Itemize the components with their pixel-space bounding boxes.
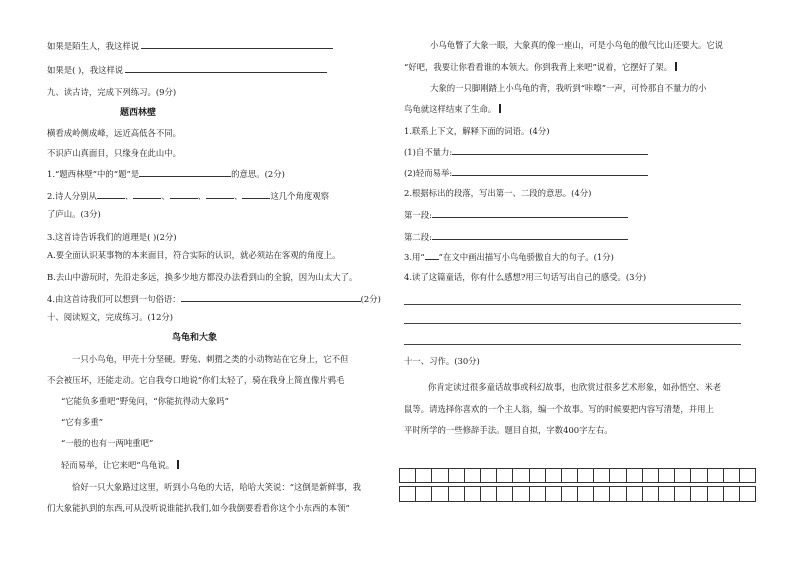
grid-cell[interactable]	[416, 469, 432, 483]
composition-grid	[399, 468, 756, 502]
grid-cell[interactable]	[400, 487, 416, 501]
story-dialogue-2: “它有多重”	[61, 417, 104, 427]
poem-line-1: 横看成岭侧成峰，远近高低各不同。	[47, 128, 181, 138]
answer-blank[interactable]	[141, 40, 333, 49]
grid-cell[interactable]	[480, 469, 496, 483]
grid-cell[interactable]	[448, 487, 464, 501]
section-9-heading: 九、读古诗，完成下列练习。(9分)	[47, 87, 177, 97]
paragraph-1-meaning: 第一段:	[404, 209, 628, 221]
question-4: 4.由这首诗我们可以想到一句俗语： (2分)	[47, 294, 381, 304]
answer-blank[interactable]	[432, 209, 628, 218]
grid-cell[interactable]	[723, 487, 739, 501]
answer-line[interactable]	[404, 344, 741, 345]
grid-cell[interactable]	[691, 487, 707, 501]
grid-cell[interactable]	[545, 469, 561, 483]
story-dialogue-1: “它能负多重吧”野兔问，“你能抗得动大象吗”	[61, 396, 229, 406]
answer-blank[interactable]	[181, 293, 361, 302]
answer-blank[interactable]	[170, 190, 198, 199]
paragraph-mark	[675, 62, 677, 71]
answer-blank[interactable]	[206, 190, 234, 199]
paragraph-2-meaning: 第二段:	[404, 231, 628, 243]
story-dialogue-4: 轻而易举，让它来吧”鸟龟说。	[61, 460, 179, 471]
writing-prompt-line-2: 鼠等。请选择你喜欢的一个主人翁，编一个故事。写的时候要把内容写清楚，并用上	[404, 404, 714, 414]
grid-cell[interactable]	[464, 469, 480, 483]
answer-line[interactable]	[404, 323, 741, 324]
question-3: 3.这首诗告诉我们的道理是( )(2分)	[47, 232, 177, 242]
grid-cell[interactable]	[642, 469, 658, 483]
paragraph-mark	[499, 104, 501, 113]
story-para-1-line-2: 不会被压坏，还能走动。它自我夸口地说“你们太轻了，骑在我身上简直像片鸦毛	[47, 375, 345, 385]
answer-line[interactable]	[404, 304, 741, 305]
answer-blank[interactable]	[133, 190, 161, 199]
question-2-cont: 了庐山。(3分)	[47, 209, 101, 219]
grid-cell[interactable]	[626, 487, 642, 501]
story-para-1-line-1: 一只小鸟龟，甲壳十分坚硬。野兔、刺猬之类的小动物站在它身上，它不但	[72, 354, 349, 364]
grid-cell[interactable]	[610, 487, 626, 501]
grid-cell[interactable]	[497, 469, 513, 483]
answer-blank[interactable]	[452, 167, 648, 176]
grid-cell[interactable]	[400, 469, 416, 483]
question-1: 1.“题西林壁”中的“题”是 的意思。(2分)	[47, 169, 285, 179]
poem-title: 题西林壁	[120, 108, 157, 118]
grid-cell[interactable]	[464, 487, 480, 501]
word-1: (1)自不量力:	[404, 146, 648, 158]
section-11-heading: 十一、习作。(30分)	[404, 356, 480, 366]
story-para-2-line-1: 恰好一只大象路过这里，听到小乌龟的大话，哈哈大笑说：“这倒是新鲜事，我	[72, 482, 362, 492]
grid-cell[interactable]	[432, 469, 448, 483]
grid-cell[interactable]	[675, 487, 691, 501]
question-2: 2.诗人分别从 、 、 、 、 这几个角度观察	[47, 191, 329, 201]
reading-question-4: 4.读了这篇童话，你有什么感想?用三句话写出自己的感受。(3分)	[404, 272, 647, 282]
grid-cell[interactable]	[529, 469, 545, 483]
grid-cell[interactable]	[642, 487, 658, 501]
grid-cell[interactable]	[659, 487, 675, 501]
relation-line: 如果是( )，我这样说	[47, 64, 327, 76]
grid-cell[interactable]	[707, 469, 723, 483]
reading-question-2: 2.根据标出的段落，写出第一、二段的意思。(4分)	[404, 188, 592, 198]
grid-cell[interactable]	[480, 487, 496, 501]
grid-cell[interactable]	[497, 487, 513, 501]
grid-cell[interactable]	[723, 469, 739, 483]
grid-cell[interactable]	[578, 487, 594, 501]
story-title: 鸟龟和大象	[172, 333, 218, 343]
option-b: B.去山中游玩时，先沿走多远，换多少地方都没办法看到山的全貌，因为山太大了。	[47, 272, 358, 282]
grid-cell[interactable]	[626, 469, 642, 483]
grid-cell[interactable]	[739, 469, 755, 483]
story-para-3-line-2: “好吧，我要让你看看谁的本领大。你到我背上来吧”说着，它摆好了架。	[404, 62, 677, 73]
grid-cell[interactable]	[594, 487, 610, 501]
grid-cell[interactable]	[513, 487, 529, 501]
story-para-4-line-2: 鸟龟就这样结束了生命。	[404, 104, 501, 115]
grid-cell[interactable]	[610, 469, 626, 483]
writing-prompt-line-1: 你肯定读过很多童话故事或科幻故事，也欣赏过很多艺术形象，如孙悟空、米老	[428, 382, 722, 392]
word-2: (2)轻而易举:	[404, 167, 648, 179]
poem-line-2: 不识庐山真面目，只缘身在此山中。	[47, 148, 181, 158]
grid-cell[interactable]	[739, 487, 755, 501]
grid-cell[interactable]	[513, 469, 529, 483]
answer-blank[interactable]	[97, 190, 125, 199]
answer-blank[interactable]	[125, 64, 327, 73]
grid-cell[interactable]	[529, 487, 545, 501]
answer-blank[interactable]	[242, 190, 270, 199]
answer-blank[interactable]	[452, 146, 648, 155]
grid-cell[interactable]	[578, 469, 594, 483]
grid-cell[interactable]	[659, 469, 675, 483]
option-a: A.要全面认识某事物的本来面目，符合实际的认识，就必须站在客观的角度上。	[47, 250, 341, 260]
grid-cell[interactable]	[416, 487, 432, 501]
grid-cell[interactable]	[432, 487, 448, 501]
grid-cell[interactable]	[561, 487, 577, 501]
story-para-4-line-1: 大象的一只脚刚踏上小鸟龟的背，我听到“咔嚓”一声，可怜那自不量力的小	[430, 83, 707, 93]
writing-prompt-line-3: 平时所学的一些修辞手法。题目自拟，字数400字左右。	[404, 425, 613, 435]
grid-cell[interactable]	[707, 487, 723, 501]
grid-cell[interactable]	[594, 469, 610, 483]
reading-question-1: 1.联系上下文，解释下面的词语。(4分)	[404, 126, 550, 136]
grid-cell[interactable]	[448, 469, 464, 483]
answer-blank[interactable]	[432, 231, 628, 240]
reading-question-3: 3.用“ ”在文中画出描写小鸟龟骄傲自大的句子。(1分)	[404, 252, 614, 262]
grid-cell[interactable]	[561, 469, 577, 483]
grid-cell[interactable]	[545, 487, 561, 501]
section-10-heading: 十、阅读短文，完成练习。(12分)	[47, 312, 174, 322]
stranger-line: 如果是陌生人，我这样说	[47, 40, 333, 52]
answer-blank[interactable]	[139, 168, 231, 177]
story-para-2-line-2: 们大象能扒到的东西,可从没听说谁能扒我们,如今我倒要看看你这个小东西的本领”	[47, 503, 350, 513]
grid-cell[interactable]	[675, 469, 691, 483]
grid-cell[interactable]	[691, 469, 707, 483]
paragraph-mark	[177, 460, 179, 469]
story-dialogue-3: “一般的也有一两吨重吧”	[61, 438, 154, 448]
underline-sample	[425, 251, 439, 260]
story-para-3-line-1: 小乌龟瞥了大象一眼，大象真的像一座山，可是小鸟龟的傲气比山还要大。它说	[430, 40, 724, 50]
